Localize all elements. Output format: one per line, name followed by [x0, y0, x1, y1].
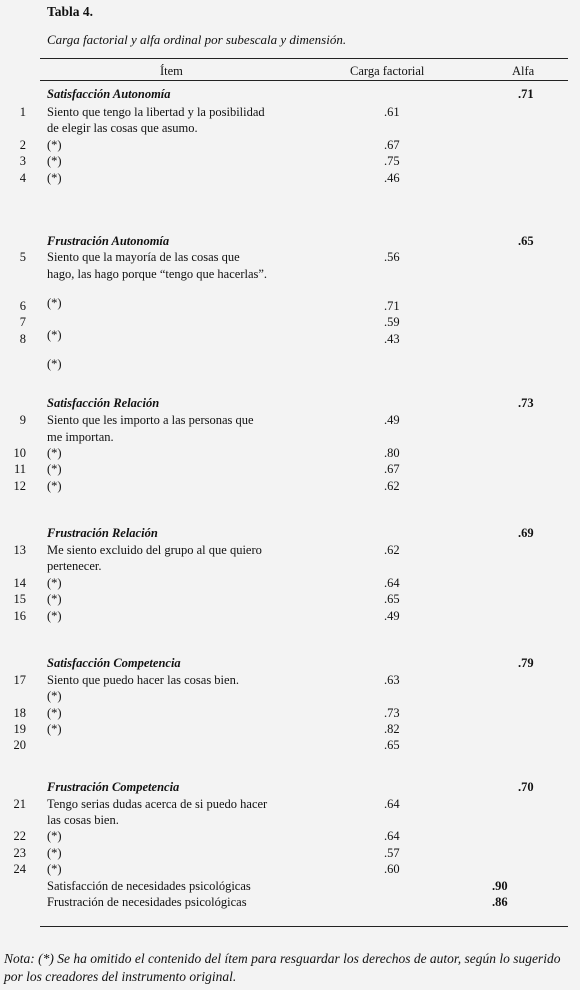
item-text: Tengo serias dudas acerca de si puedo hacer: [47, 797, 268, 811]
loading-value: .62: [384, 479, 400, 493]
loading-value: .64: [384, 576, 400, 590]
item-number: 19: [13, 722, 26, 736]
loading-value: .43: [384, 332, 400, 346]
item-text: Me siento excluido del grupo al que quiero: [47, 543, 262, 557]
item-text: Siento que puedo hacer las cosas bien.: [47, 673, 239, 687]
top-rule: [40, 58, 568, 59]
summary-label: Frustración de necesidades psicológicas: [47, 895, 247, 909]
section-name: Satisfacción Autonomía: [47, 87, 171, 101]
item-text: (*): [47, 576, 62, 590]
loading-value: .67: [384, 462, 400, 476]
section-name: Frustración Autonomía: [47, 234, 170, 248]
table-note: Nota: (*) Se ha omitido el contenido del ítem para resguardar los derechos de autor, según lo sugerido por los creadores del instrumento original.: [4, 951, 561, 984]
item-text: (*): [47, 592, 62, 606]
item-number: 10: [13, 446, 26, 460]
loading-value: .49: [384, 609, 400, 623]
item-text: pertenecer.: [47, 559, 102, 573]
item-text: (*): [47, 846, 62, 860]
item-text: (*): [47, 171, 62, 185]
item-number: 18: [13, 706, 26, 720]
item-text: (*): [47, 328, 62, 342]
item-number: 13: [13, 543, 26, 557]
item-number: 23: [13, 846, 26, 860]
item-text: (*): [47, 296, 62, 310]
header-loading: Carga factorial: [350, 64, 425, 78]
section-name: Satisfacción Relación: [47, 396, 160, 410]
item-number: 20: [13, 738, 26, 752]
item-number: 5: [19, 250, 26, 264]
item-text: (*): [47, 609, 62, 623]
summary-value: .86: [492, 895, 508, 909]
loading-value: .67: [384, 138, 400, 152]
item-number: 2: [19, 138, 26, 152]
item-number: 21: [13, 797, 26, 811]
item-number: 1: [19, 105, 26, 119]
loading-value: .60: [384, 862, 400, 876]
loading-value: .61: [384, 105, 400, 119]
section-alpha: .73: [518, 396, 534, 410]
item-text: (*): [47, 357, 62, 371]
item-text: Siento que tengo la libertad y la posibilidad: [47, 105, 265, 119]
summary-label: Satisfacción de necesidades psicológicas: [47, 879, 251, 893]
item-number: 7: [19, 315, 26, 329]
item-number: 14: [13, 576, 26, 590]
loading-value: .57: [384, 846, 400, 860]
loading-value: .65: [384, 738, 400, 752]
item-text: Siento que les importo a las personas que: [47, 413, 254, 427]
section-name: Frustración Relación: [47, 526, 158, 540]
section-name: Satisfacción Competencia: [47, 656, 181, 670]
loading-value: .64: [384, 797, 400, 811]
loading-value: .62: [384, 543, 400, 557]
loading-value: .49: [384, 413, 400, 427]
loading-value: .80: [384, 446, 400, 460]
item-number: 17: [13, 673, 26, 687]
loading-value: .59: [384, 315, 400, 329]
section-alpha: .70: [518, 780, 534, 794]
loading-value: .71: [384, 299, 400, 313]
section-alpha: .71: [518, 87, 534, 101]
loading-value: .65: [384, 592, 400, 606]
item-number: 9: [19, 413, 26, 427]
section-alpha: .79: [518, 656, 534, 670]
loading-value: .63: [384, 673, 400, 687]
item-text: (*): [47, 706, 62, 720]
header-alpha: Alfa: [512, 64, 535, 78]
item-text: (*): [47, 462, 62, 476]
header-rule: [40, 80, 568, 81]
summary-value: .90: [492, 879, 508, 893]
loading-value: .46: [384, 171, 400, 185]
item-text: (*): [47, 722, 62, 736]
item-text: (*): [47, 138, 62, 152]
table-title: Tabla 4.: [47, 4, 94, 19]
item-number: 16: [13, 609, 26, 623]
section-name: Frustración Competencia: [47, 780, 180, 794]
item-number: 22: [13, 829, 26, 843]
item-text: (*): [47, 829, 62, 843]
table-caption: Carga factorial y alfa ordinal por subescala y dimensión.: [47, 32, 347, 47]
item-number: 4: [19, 171, 26, 185]
item-number: 8: [19, 332, 26, 346]
item-number: 15: [13, 592, 26, 606]
section-alpha: .69: [518, 526, 534, 540]
item-text: (*): [47, 154, 62, 168]
loading-value: .75: [384, 154, 400, 168]
item-text: de elegir las cosas que asumo.: [47, 121, 198, 135]
item-text: las cosas bien.: [47, 813, 119, 827]
loading-value: .64: [384, 829, 400, 843]
section-alpha: .65: [518, 234, 534, 248]
item-number: 3: [19, 154, 26, 168]
bottom-rule: [40, 926, 568, 927]
item-number: 11: [13, 462, 26, 476]
loading-value: .56: [384, 250, 400, 264]
item-text: (*): [47, 446, 62, 460]
item-text: me importan.: [47, 430, 114, 444]
loading-value: .73: [384, 706, 400, 720]
header-item: Ítem: [160, 64, 183, 78]
item-number: 6: [19, 299, 26, 313]
item-text: (*): [47, 862, 62, 876]
item-number: 24: [13, 862, 26, 876]
item-text: (*): [47, 479, 62, 493]
item-text: hago, las hago porque “tengo que hacerlas”.: [47, 267, 268, 281]
item-text: Siento que la mayoría de las cosas que: [47, 250, 240, 264]
item-number: 12: [13, 479, 26, 493]
item-text: (*): [47, 689, 62, 703]
loading-value: .82: [384, 722, 400, 736]
